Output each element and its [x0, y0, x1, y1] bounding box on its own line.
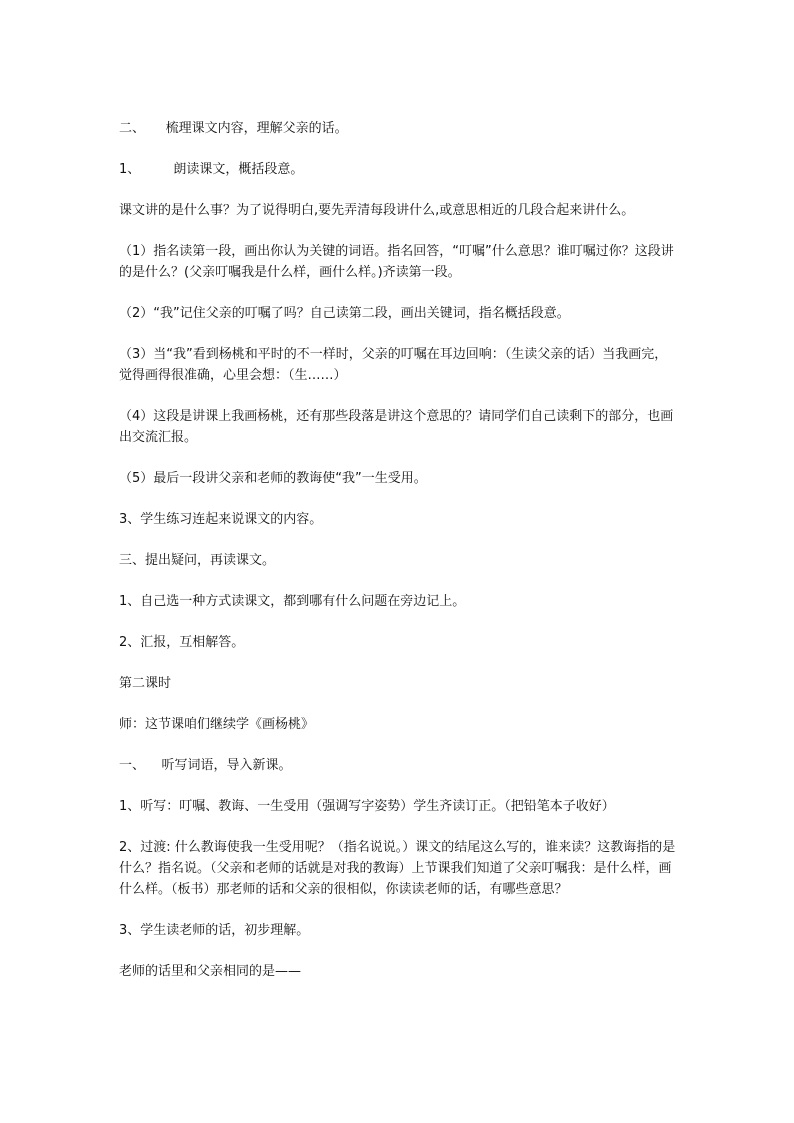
- document-body: [119, 118, 679, 1002]
- section-heading-two: 二、 梳理课文内容，理解父亲的话。: [119, 121, 348, 136]
- paragraph-question: 课文讲的是什么事？为了说得明白,要先弄清每段讲什么,或意思相近的几段合起来讲什么。: [119, 203, 635, 218]
- step-read-aloud: 1、 朗读课文，概括段意。: [119, 162, 304, 177]
- section-heading-three: 三、提出疑问，再读课文。: [119, 553, 276, 568]
- teacher-intro: 师：这节课咱们继续学《画杨桃》: [119, 717, 315, 732]
- paragraph-item-5: （5）最后一段讲父亲和老师的教诲使“我”一生受用。: [119, 471, 427, 486]
- lesson-two-heading: 第二课时: [119, 676, 172, 691]
- paragraph-item-1: （1）指名读第一段，画出你认为关键的词语。指名回答，“叮嘱”什么意思？谁叮嘱过你？这段讲的是什么？(父亲叮嘱我是什么样，画什么样。)齐读第一段。: [119, 244, 674, 280]
- step-retell: 3、学生练习连起来说课文的内容。: [119, 512, 323, 527]
- step-report: 2、汇报，互相解答。: [119, 635, 245, 650]
- paragraph-item-4: （4）这段是讲课上我画杨桃，还有那些段落是讲这个意思的？请同学们自己读剩下的部分，也画出交流汇报。: [119, 409, 674, 445]
- paragraph-item-3: （3）当“我”看到杨桃和平时的不一样时，父亲的叮嘱在耳边回响：（生读父亲的话）当我画完，觉得画得很准确，心里会想：（生……）: [119, 347, 668, 383]
- step-dictation: 1、听写：叮嘱、教诲、一生受用（强调写字姿势）学生齐读订正。（把铅笔本子收好）: [119, 799, 615, 814]
- section-heading-one: 一、 听写词语，导入新课。: [119, 758, 292, 773]
- step-transition: 2、过渡: 什么教诲使我一生受用呢？（指名说说。）课文的结尾这么写的，谁来读？这教诲指的是什么？指名说。（父亲和老师的话就是对我的教诲）上节课我们知道了父亲叮嘱我：是什么样，画什么样。（板书）那老师的话和父亲的很相似，你读读老师的话，有哪些意思？: [119, 840, 676, 897]
- step-self-read: 1、自己选一种方式读课文，都到哪有什么问题在旁边记上。: [119, 594, 466, 609]
- paragraph-item-2: （2）“我”记住父亲的叮嘱了吗？自己读第二段，画出关键词，指名概括段意。: [119, 306, 570, 321]
- step-read-teacher: 3、学生读老师的话，初步理解。: [119, 923, 310, 938]
- paragraph-comparison: 老师的话里和父亲相同的是——: [119, 964, 302, 979]
